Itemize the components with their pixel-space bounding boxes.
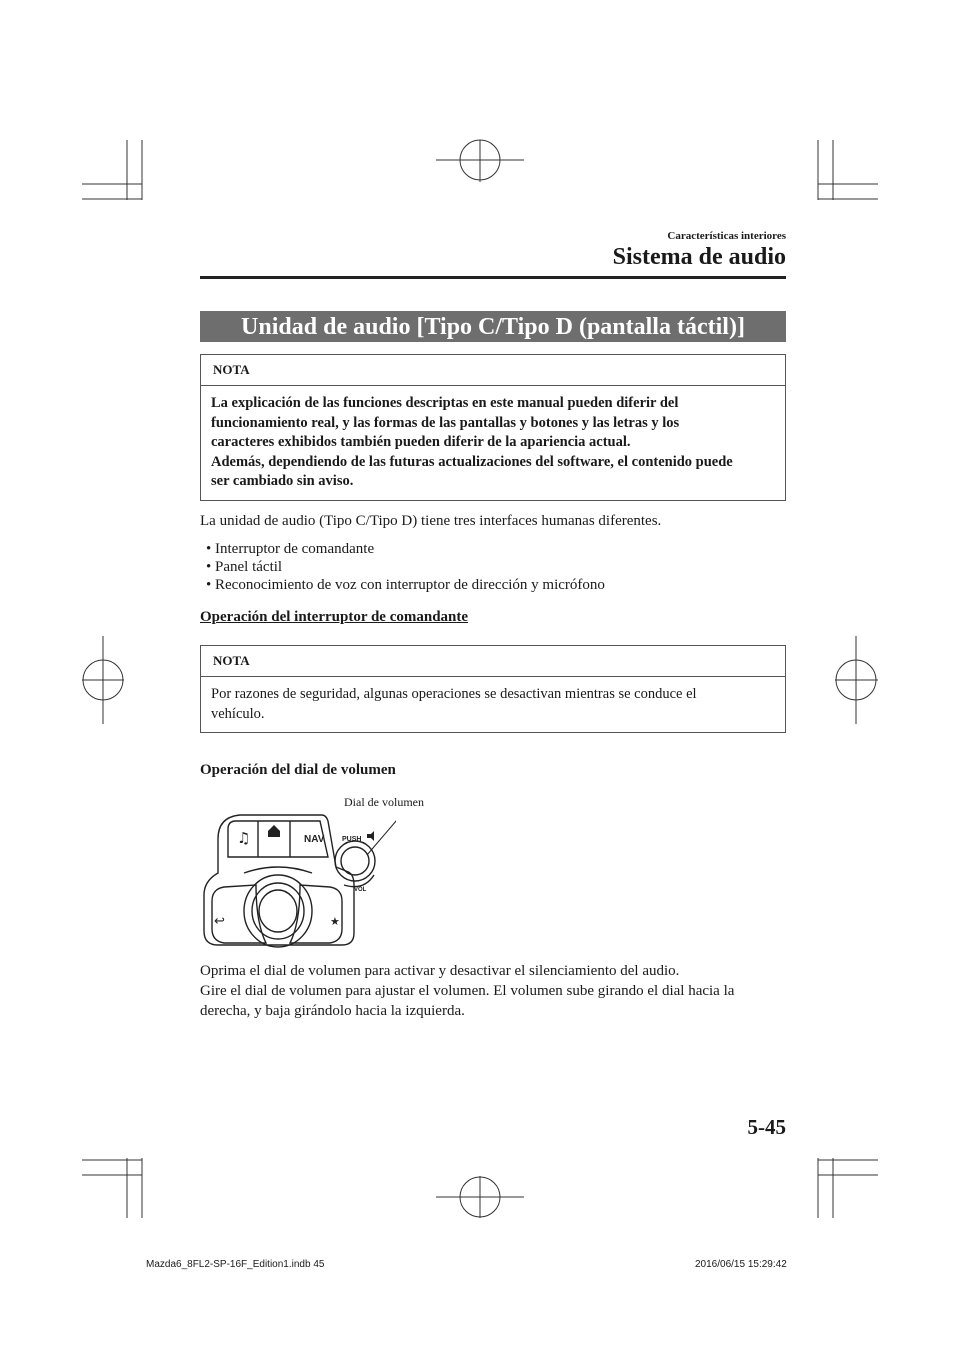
subheading-volume: Operación del dial de volumen xyxy=(200,762,396,778)
note-box xyxy=(200,645,786,733)
favorite-star-icon xyxy=(330,915,340,928)
list-item: • Reconocimiento de voz con interruptor de dirección y micrófono xyxy=(206,577,605,593)
note-label: NOTA xyxy=(201,355,785,386)
note-line: Además, dependiendo de las futuras actualizaciones del software, el contenido puede xyxy=(211,453,733,470)
mute-icon xyxy=(367,831,374,841)
note-label: NOTA xyxy=(201,646,785,677)
back-icon xyxy=(214,914,225,929)
body-line: Gire el dial de volumen para ajustar el volumen. El volumen sube girando el dial hacia la xyxy=(200,983,735,999)
note-line: caracteres exhibidos también pueden diferir de la apariencia actual. xyxy=(211,434,631,450)
subheading-commander: Operación del interruptor de comandante xyxy=(200,609,469,625)
intro-paragraph: La unidad de audio (Tipo C/Tipo D) tiene tres interfaces humanas diferentes. xyxy=(200,513,662,529)
push-label: PUSH xyxy=(342,836,362,843)
list-item-text: Interruptor de comandante xyxy=(215,541,375,557)
footer-file: Mazda6_8FL2-SP-16F_Edition1.indb 45 xyxy=(146,1259,325,1270)
svg-text:★: ★ xyxy=(330,915,340,928)
section-subtitle: Características interiores xyxy=(667,230,786,242)
body-line: derecha, y baja girándolo hacia la izquierda. xyxy=(200,1003,465,1019)
svg-text:↩: ↩ xyxy=(214,914,225,929)
music-icon xyxy=(237,829,250,847)
home-icon xyxy=(268,825,280,837)
nav-button-label: NAV xyxy=(304,834,325,845)
note-line: vehículo. xyxy=(211,705,265,722)
page-title: Unidad de audio [Tipo C/Tipo D (pantalla táctil)] xyxy=(200,311,786,342)
figure-callout: Dial de volumen xyxy=(344,795,424,809)
note-text xyxy=(201,386,785,500)
callout-leader xyxy=(367,807,396,855)
section-title: Sistema de audio xyxy=(612,244,786,270)
note-line: Por razones de seguridad, algunas operaciones se desactivan mientras se conduce el xyxy=(211,686,697,702)
vol-label: VOL xyxy=(354,887,367,893)
interface-list xyxy=(206,540,786,594)
list-item: • Interruptor de comandante xyxy=(206,541,375,557)
list-item-text: Reconocimiento de voz con interruptor de dirección y micrófono xyxy=(215,577,605,593)
body-line: Oprima el dial de volumen para activar y desactivar el silenciamiento del audio. xyxy=(200,963,680,979)
svg-text:♫: ♫ xyxy=(237,829,251,847)
note-line: funcionamiento real, y las formas de las pantallas y botones y las letras y los xyxy=(211,414,680,431)
list-item-text: Panel táctil xyxy=(215,559,283,575)
list-item: • Panel táctil xyxy=(206,559,283,575)
note-text xyxy=(201,677,785,732)
commander-switch-illustration xyxy=(196,805,396,955)
header-rule xyxy=(200,276,786,279)
note-line: ser cambiado sin aviso. xyxy=(211,473,354,489)
body-paragraph xyxy=(200,961,786,1021)
note-line: La explicación de las funciones descriptas en este manual pueden diferir del xyxy=(211,395,679,411)
footer-timestamp: 2016/06/15 15:29:42 xyxy=(695,1259,787,1270)
page-number: 5-45 xyxy=(747,1115,786,1139)
note-box xyxy=(200,354,786,501)
